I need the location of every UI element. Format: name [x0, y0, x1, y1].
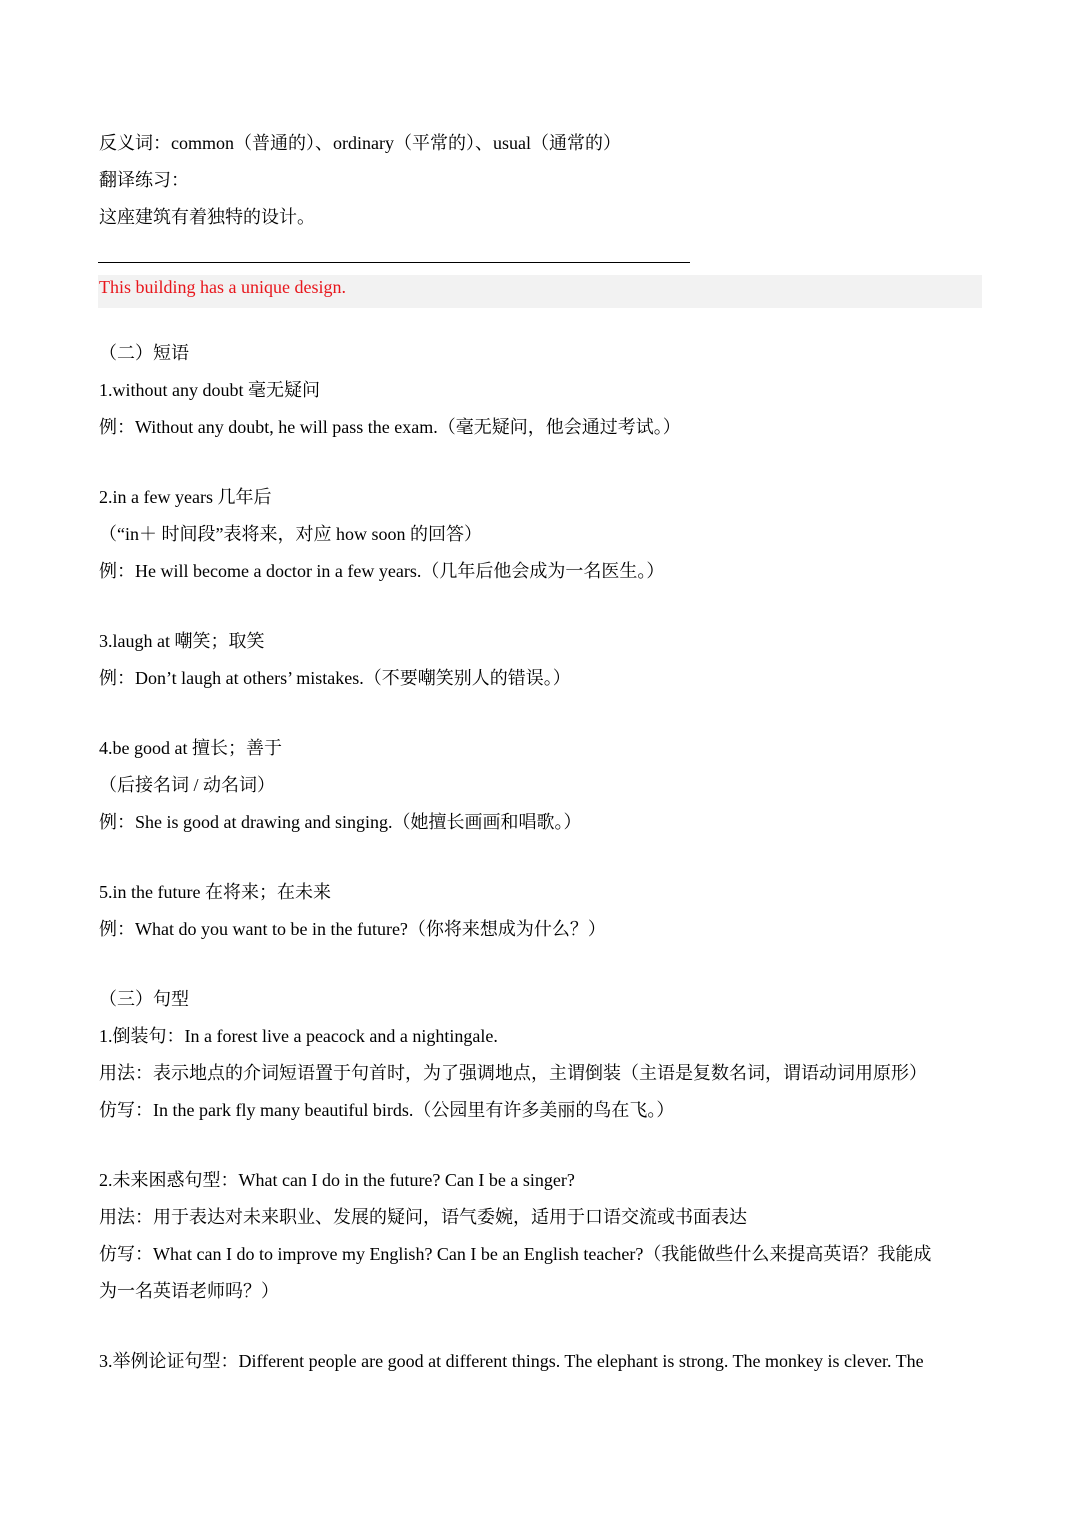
phrase-1-example: 例：Without any doubt, he will pass the exam.（毫无疑问，他会通过考试。）: [99, 417, 681, 437]
pattern-2: 2.未来困惑句型：What can I do in the future? Can I be a singer?: [99, 1170, 575, 1190]
translate-practice-heading: 翻译练习：: [99, 170, 189, 190]
phrase-5-example: 例：What do you want to be in the future?（你将来想成为什么？）: [99, 919, 606, 939]
pattern-2-imitation-continued: 为一名英语老师吗？）: [99, 1281, 279, 1301]
answer-blank-line: [98, 262, 690, 263]
translate-prompt: 这座建筑有着独特的设计。: [99, 207, 315, 227]
pattern-1-imitation: 仿写：In the park fly many beautiful birds.（公园里有许多美丽的鸟在飞。）: [99, 1100, 675, 1120]
pattern-2-usage: 用法：用于表达对未来职业、发展的疑问，语气委婉，适用于口语交流或书面表达: [99, 1207, 747, 1227]
pattern-3: 3.举例论证句型：Different people are good at different things. The elephant is strong. The monkey is clever. The: [99, 1351, 924, 1371]
phrase-4-example: 例：She is good at drawing and singing.（她擅长画画和唱歌。）: [99, 812, 582, 832]
section-heading-phrases: （二）短语: [99, 343, 189, 363]
translate-answer: This building has a unique design.: [99, 277, 346, 297]
phrase-4: 4.be good at 擅长；善于: [99, 738, 282, 758]
phrase-3: 3.laugh at 嘲笑；取笑: [99, 631, 265, 651]
phrase-2-example: 例：He will become a doctor in a few years.（几年后他会成为一名医生。）: [99, 561, 665, 581]
phrase-3-example: 例：Don’t laugh at others’ mistakes.（不要嘲笑别人的错误。）: [99, 668, 571, 688]
pattern-1: 1.倒装句：In a forest live a peacock and a nightingale.: [99, 1026, 498, 1046]
section-heading-sentence-patterns: （三）句型: [99, 989, 189, 1009]
pattern-2-imitation: 仿写：What can I do to improve my English? Can I be an English teacher?（我能做些什么来提高英语？我能成: [99, 1244, 932, 1264]
phrase-2-note: （“in＋ 时间段”表将来，对应 how soon 的回答）: [99, 524, 482, 544]
antonyms-line: 反义词：common（普通的）、ordinary（平常的）、usual（通常的）: [99, 133, 621, 153]
phrase-2: 2.in a few years 几年后: [99, 487, 272, 507]
phrase-4-note: （后接名词 / 动名词）: [99, 775, 276, 795]
phrase-1: 1.without any doubt 毫无疑问: [99, 380, 320, 400]
pattern-1-usage: 用法：表示地点的介词短语置于句首时，为了强调地点，主谓倒装（主语是复数名词，谓语动词用原形）: [99, 1063, 927, 1083]
phrase-5: 5.in the future 在将来；在未来: [99, 882, 331, 902]
